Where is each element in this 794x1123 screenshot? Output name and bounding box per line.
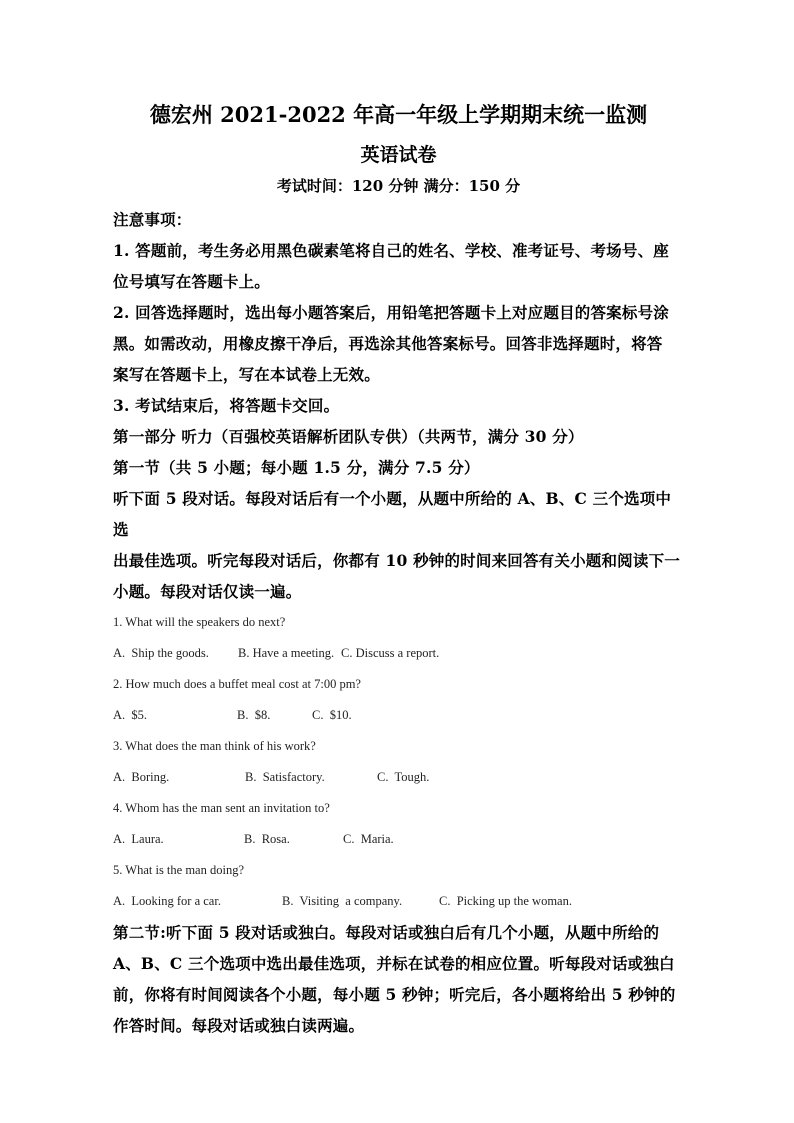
notice-item-1-line-1: 1. 答题前，考生务必用黑色碳素笔将自己的姓名、学校、准考证号、考场号、座 [113, 241, 669, 260]
option-b: B. $8. [237, 708, 271, 722]
notice-item-2-line-2: 黑。如需改动，用橡皮擦干净后，再选涂其他答案标号。回答非选择题时，将答 [113, 334, 663, 353]
page-title: 德宏州 2021-2022 年高一年级上学期期末统一监测 [149, 102, 648, 127]
section2-line-3: 前，你将有时间阅读各个小题，每小题 5 秒钟；听完后，各小题将给出 5 秒钟的 [113, 985, 676, 1004]
exam-time-info: 考试时间：120 分钟 满分：150 分 [276, 177, 521, 195]
question-options [113, 886, 684, 917]
part1-section [113, 421, 684, 607]
section1-instructions-line-1: 听下面 5 段对话。每段对话后有一个小题，从题中所给的 A、B、C 三个选项中选 [113, 489, 672, 539]
option-c: C. $10. [312, 708, 352, 722]
option-a: A. Looking for a car. [113, 894, 221, 908]
option-a: A. Laura. [113, 832, 164, 846]
option-b: B. Have a meeting. [238, 646, 335, 660]
notice-item-1-line-2: 位号填写在答题卡上。 [113, 272, 271, 291]
section2-line-2: A、B、C 三个选项中选出最佳选项，并标在试卷的相应位置。听每段对话或独白 [113, 954, 675, 973]
option-b: B. Rosa. [244, 832, 290, 846]
option-c: C. Tough. [377, 770, 430, 784]
section2-line-4: 作答时间。每段对话或独白读两遍。 [113, 1016, 365, 1035]
option-b: B. Satisfactory. [245, 770, 325, 784]
notice-item-2-line-3: 案写在答题卡上，写在本试卷上无效。 [113, 365, 380, 384]
part1-heading: 第一部分 听力（百强校英语解析团队专供）（共两节，满分 30 分） [113, 427, 584, 446]
option-c: C. Maria. [343, 832, 394, 846]
option-a: A. $5. [113, 708, 148, 722]
question-stem: 4. Whom has the man sent an invitation to? [113, 801, 330, 815]
question-options [113, 700, 684, 731]
option-a: A. Ship the goods. [113, 646, 209, 660]
question-options [113, 638, 684, 669]
question-stem: 5. What is the man doing? [113, 863, 244, 877]
option-c: C. Discuss a report. [341, 646, 440, 660]
question-stem: 3. What does the man think of his work? [113, 739, 316, 753]
question-stem: 1. What will the speakers do next? [113, 615, 286, 629]
subject-title: 英语试卷 [360, 144, 437, 166]
option-b: B. Visiting a company. [282, 894, 403, 908]
section1-instructions-line-3: 小题。每段对话仅读一遍。 [113, 582, 302, 601]
section2-line-1: 第二节:听下面 5 段对话或独白。每段对话或独白后有几个小题，从题中所给的 [113, 923, 660, 942]
question-list [113, 607, 684, 917]
notice-section [113, 204, 684, 421]
notice-item-3: 3. 考试结束后，将答题卡交回。 [113, 396, 340, 415]
section2 [113, 917, 684, 1041]
option-a: A. Boring. [113, 770, 170, 784]
section1-instructions-line-2: 出最佳选项。听完每段对话后，你都有 10 秒钟的时间来回答有关小题和阅读下一 [113, 551, 680, 570]
question-options [113, 824, 684, 855]
question-stem: 2. How much does a buffet meal cost at 7:00 pm? [113, 677, 361, 691]
question-options [113, 762, 684, 793]
notice-heading: 注意事项： [113, 210, 192, 229]
section1-heading: 第一节（共 5 小题；每小题 1.5 分，满分 7.5 分） [113, 458, 480, 477]
notice-item-2-line-1: 2. 回答选择题时，选出每小题答案后，用铅笔把答题卡上对应题目的答案标号涂 [113, 303, 669, 322]
option-c: C. Picking up the woman. [439, 894, 572, 908]
